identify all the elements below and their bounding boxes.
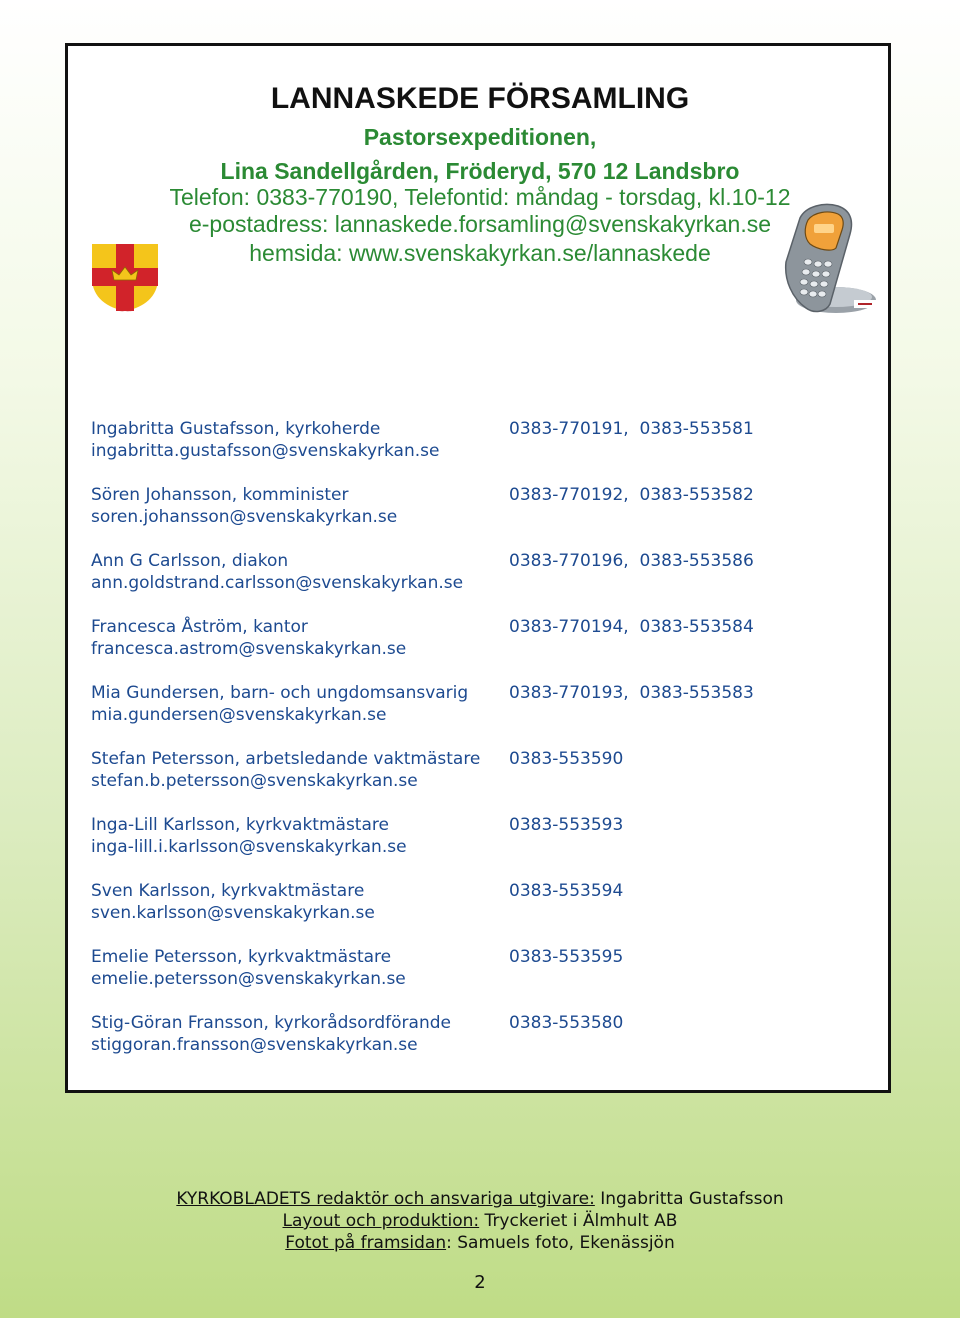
staff-email: sven.karlsson@svenskakyrkan.se xyxy=(91,903,375,923)
staff-phone: 0383-770196, 0383-553586 xyxy=(509,551,754,571)
staff-name: Sven Karlsson, kyrkvaktmästare xyxy=(91,881,365,901)
staff-phone: 0383-770191, 0383-553581 xyxy=(509,419,754,439)
staff-name: Mia Gundersen, barn- och ungdomsansvarig xyxy=(91,683,469,703)
office-address: Lina Sandellgården, Fröderyd, 570 12 Landsbro xyxy=(220,158,740,184)
credits-photo-label: Fotot på framsidan xyxy=(285,1233,447,1253)
staff-name: Ann G Carlsson, diakon xyxy=(91,551,289,571)
staff-name: Francesca Åström, kantor xyxy=(91,617,308,637)
credits-editor-value: Ingabritta Gustafsson xyxy=(594,1189,784,1209)
staff-email: ingabritta.gustafsson@svenskakyrkan.se xyxy=(91,441,440,461)
office-name: Pastorsexpeditionen, xyxy=(363,124,597,150)
staff-email: ann.goldstrand.carlsson@svenskakyrkan.se xyxy=(91,573,464,593)
staff-name: Stig-Göran Fransson, kyrkorådsordförande xyxy=(91,1013,451,1033)
staff-phone: 0383-553594 xyxy=(509,881,624,901)
staff-email: francesca.astrom@svenskakyrkan.se xyxy=(91,639,407,659)
page-number: 2 xyxy=(474,1272,486,1293)
staff-phone: 0383-770193, 0383-553583 xyxy=(509,683,754,703)
staff-phone: 0383-553593 xyxy=(509,815,624,835)
page-title: LANNASKEDE FÖRSAMLING xyxy=(270,82,690,115)
staff-phone: 0383-770192, 0383-553582 xyxy=(509,485,754,505)
staff-phone: 0383-553590 xyxy=(509,749,624,769)
staff-name: Stefan Petersson, arbetsledande vaktmästare xyxy=(91,749,481,769)
credits-editor xyxy=(0,1188,960,1210)
staff-email: emelie.petersson@svenskakyrkan.se xyxy=(91,969,406,989)
office-phone: Telefon: 0383-770190, Telefontid: måndag - torsdag, kl.10-12 xyxy=(169,184,791,210)
office-email: e-postadress: lannaskede.forsamling@svenskakyrkan.se xyxy=(188,211,772,237)
staff-email: inga-lill.i.karlsson@svenskakyrkan.se xyxy=(91,837,407,857)
credits-layout xyxy=(0,1210,960,1232)
office-website: hemsida: www.svenskakyrkan.se/lannaskede xyxy=(249,240,711,266)
staff-email: stiggoran.fransson@svenskakyrkan.se xyxy=(91,1035,418,1055)
staff-name: Sören Johansson, komminister xyxy=(91,485,349,505)
credits-layout-label: Layout och produktion: xyxy=(282,1211,480,1231)
credits-photo xyxy=(0,1232,960,1254)
staff-phone: 0383-770194, 0383-553584 xyxy=(509,617,754,637)
church-crest-icon xyxy=(90,242,160,312)
staff-email: soren.johansson@svenskakyrkan.se xyxy=(91,507,398,527)
staff-email: stefan.b.petersson@svenskakyrkan.se xyxy=(91,771,418,791)
staff-email: mia.gundersen@svenskakyrkan.se xyxy=(91,705,387,725)
staff-name: Emelie Petersson, kyrkvaktmästare xyxy=(91,947,392,967)
cordless-phone-icon xyxy=(778,200,882,318)
staff-name: Inga-Lill Karlsson, kyrkvaktmästare xyxy=(91,815,389,835)
staff-phone: 0383-553595 xyxy=(509,947,624,967)
staff-phone: 0383-553580 xyxy=(509,1013,624,1033)
credits-layout-value: Tryckeriet i Älmhult AB xyxy=(479,1211,678,1231)
credits-editor-label: KYRKOBLADETS redaktör och ansvariga utgivare: xyxy=(176,1189,595,1209)
credits-photo-value: : Samuels foto, Ekenässjön xyxy=(446,1233,675,1253)
staff-name: Ingabritta Gustafsson, kyrkoherde xyxy=(91,419,381,439)
